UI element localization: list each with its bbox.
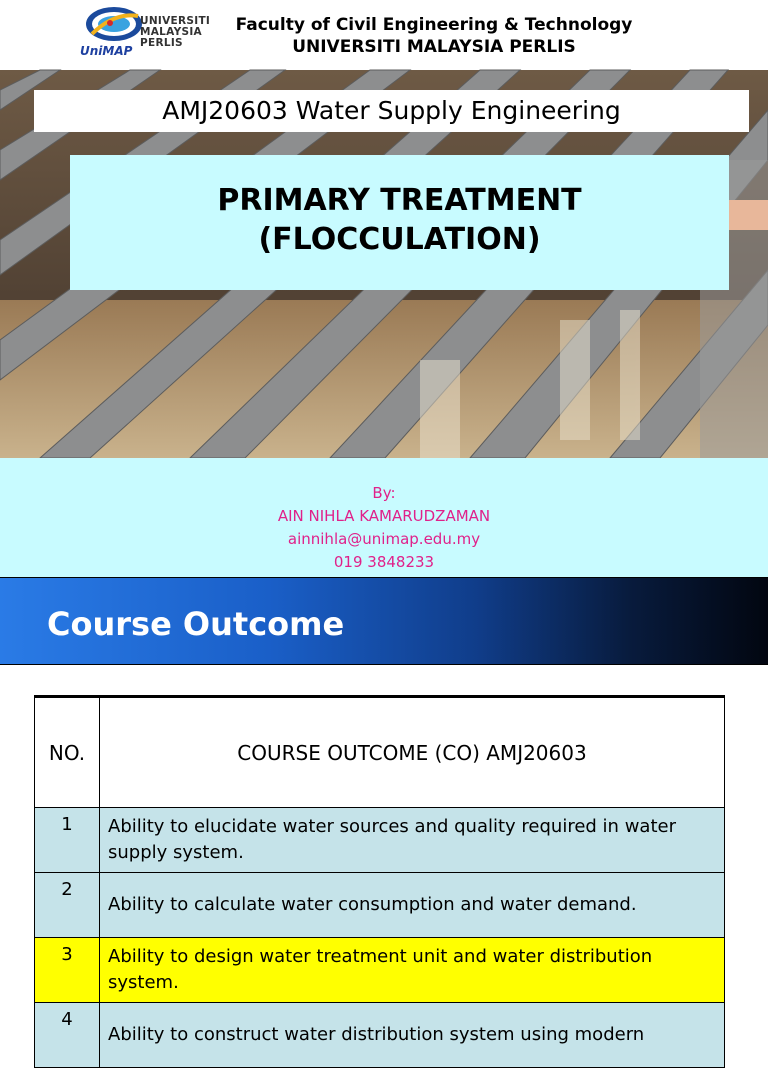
author-phone: 019 3848233 (333, 553, 435, 571)
row-number: 2 (35, 873, 100, 938)
topic-title-line-1: PRIMARY TREATMENT (217, 183, 582, 218)
logo-line-3: PERLIS (140, 37, 183, 49)
author-name: AIN NIHLA KAMARUDZAMAN (277, 507, 491, 525)
table-row-highlighted (35, 938, 725, 1003)
table-header-row (35, 697, 725, 808)
faculty-line-2: UNIVERSITI MALAYSIA PERLIS (292, 37, 576, 57)
topic-title-line-2: (FLOCCULATION) (258, 222, 541, 257)
table-row (35, 873, 725, 938)
logo-brand: UniMAP (80, 44, 133, 58)
course-outcome-table (34, 695, 725, 1068)
row-number: 1 (35, 808, 100, 873)
topic-title-box (70, 155, 729, 290)
row-outcome: Ability to construct water distribution system using modern (100, 1003, 725, 1068)
course-title: AMJ20603 Water Supply Engineering (162, 96, 621, 125)
row-outcome: Ability to elucidate water sources and quality required in water supply system. (100, 808, 725, 873)
university-logo (78, 4, 220, 64)
course-outcome-heading: Course Outcome (47, 605, 345, 643)
by-label: By: (372, 484, 396, 502)
header-no: NO. (35, 697, 100, 808)
row-number: 3 (35, 938, 100, 1003)
header-course-outcome: COURSE OUTCOME (CO) AMJ20603 (100, 697, 725, 808)
slide-header (0, 0, 768, 70)
faculty-heading (224, 14, 644, 58)
row-outcome: Ability to calculate water consumption and water demand. (100, 873, 725, 938)
row-number: 4 (35, 1003, 100, 1068)
course-title-box (34, 90, 749, 132)
course-outcome-banner (0, 577, 768, 665)
author-byline (0, 458, 768, 577)
author-email: ainnihla@unimap.edu.my (287, 530, 481, 548)
logo-line-2: MALAYSIA (140, 26, 202, 38)
row-outcome: Ability to design water treatment unit and water distribution system. (100, 938, 725, 1003)
logo-line-1: UNIVERSITI (140, 15, 211, 27)
faculty-line-1: Faculty of Civil Engineering & Technology (235, 15, 633, 35)
course-outcome-slide (0, 577, 768, 1045)
table-row (35, 1003, 725, 1068)
table-row (35, 808, 725, 873)
